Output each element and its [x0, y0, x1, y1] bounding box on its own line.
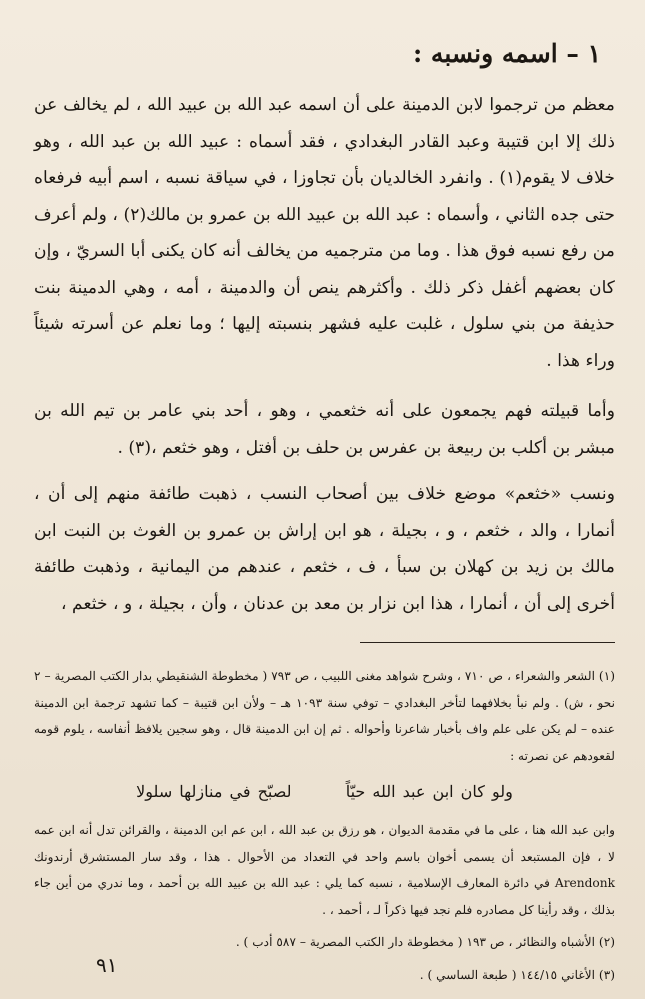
footnote-separator	[360, 642, 615, 643]
footnote-3: (٣) الأغاني ١٤٤/١٥ ( طبعة الساسي ) .	[419, 967, 615, 982]
paragraph-3: ونسب «خثعم» موضع خلاف بين أصحاب النسب ، ذهبت طائفة منهم إلى أن ، أنمارا ، والد ، خثعم ، و ، بجيلة ، هو ابن إراش بن عمرو بن الغوث بن النبت ابن مالك بن زيد بن كهلان بن سبأ ، ف ، خثعم ، عندهم من اليمانية ، وذهبت طائفة أخرى إلى أن ، أنمارا ، هذا ابن نزار بن معد بن عدنان ، وأن ، بجيلة ، و ، خثعم ،	[34, 484, 615, 614]
poem-verse	[34, 775, 615, 809]
footnotes	[34, 663, 615, 988]
footnote-1-continued: وابن عبد الله هنا ، على ما في مقدمة الديوان ، هو رزق بن عبد الله ، ابن عم ابن الدمينة ، والقرائن تدل أنه ابن عمه لا ، فإن المستبعد أن يسمى أخوان باسم واحد في التعداد من الأحوال . هذا ، وقد سار المستشرق أرندونك Arendonk في دائرة المعارف الإسلامية ، نسبه كما يلي : عبد الله بن عبيد الله بن أحمد ، وما ندري من أين جاء بذلك ، وقد رأينا كل مصادره فلم نجد فيها ذكراً لـ ، أحمد ، .	[34, 823, 615, 917]
footnote-1: (١) الشعر والشعراء ، ص ٧١٠ ، وشرح شواهد مغنى اللبيب ، ص ٧٩٣ ( مخطوطة الشنقيطي بدار الكتب المصرية – ٢ نحو ، ش) . ولم نبأ بخلافهما لتأخر البغدادي – توفي سنة ١٠٩٣ هـ – ولأن ابن قتيبة – كما تشهد ترجمة ابن الدمينة عنده – لم يكن على علم واف بأخبار شاعرنا وأحواله . ثم إن ابن الدمينة قال ، وهو سجين يلافظ أنفاسه ، يلوم قومه لقعودهم عن نصرته :	[34, 669, 615, 763]
main-text	[34, 87, 615, 622]
paragraph-2: وأما قبيلته فهم يجمعون على أنه خثعمي ، وهو ، أحد بني عامر بن تيم الله بن مبشر بن أكلب بن ربيعة بن عفرس بن حلف بن أفتل ، وهو خثعم ،(٣) .	[34, 401, 615, 458]
section-heading: ١ – اسمه ونسبه :	[412, 39, 601, 68]
page-number: ٩١	[96, 953, 118, 977]
verse-second-hemistich: لصبّح في منازلها سلولا	[136, 782, 292, 802]
footnote-2: (٢) الأشباه والنظائر ، ص ١٩٣ ( مخطوطة دار الكتب المصرية – ٥٨٧ أدب ) .	[235, 935, 615, 950]
verse-first-hemistich: ولو كان ابن عبد الله حيّاً	[345, 782, 513, 802]
paragraph-1: معظم من ترجموا لابن الدمينة على أن اسمه عبد الله بن عبيد الله ، لم يخالف عن ذلك إلا ابن قتيبة وعبد القادر البغدادي ، فقد أسماه : عبيد الله بن عبد الله ، وهو خلاف لا يقوم(١) . وانفرد الخالديان بأن تجاوزا ، في سياقة نسبه ، اسم أبيه فرفعاه حتى جده الثاني ، وأسماه : عبد الله بن عبيد الله بن عمرو بن مالك(٢) ، ولم أعرف من رفع نسبه فوق هذا . وما من مترجميه من يخالف أنه كان يكنى أبا السريّ ، وإن كان بعضهم أغفل ذكر ذلك . وأكثرهم ينص أن والدمينة ، أمه ، وهي الدمينة بنت حذيفة من بني سلول ، غلبت عليه فشهر بنسبته إليها ؛ وما نعلم عن أسرته شيئاً وراء هذا .	[34, 95, 615, 371]
